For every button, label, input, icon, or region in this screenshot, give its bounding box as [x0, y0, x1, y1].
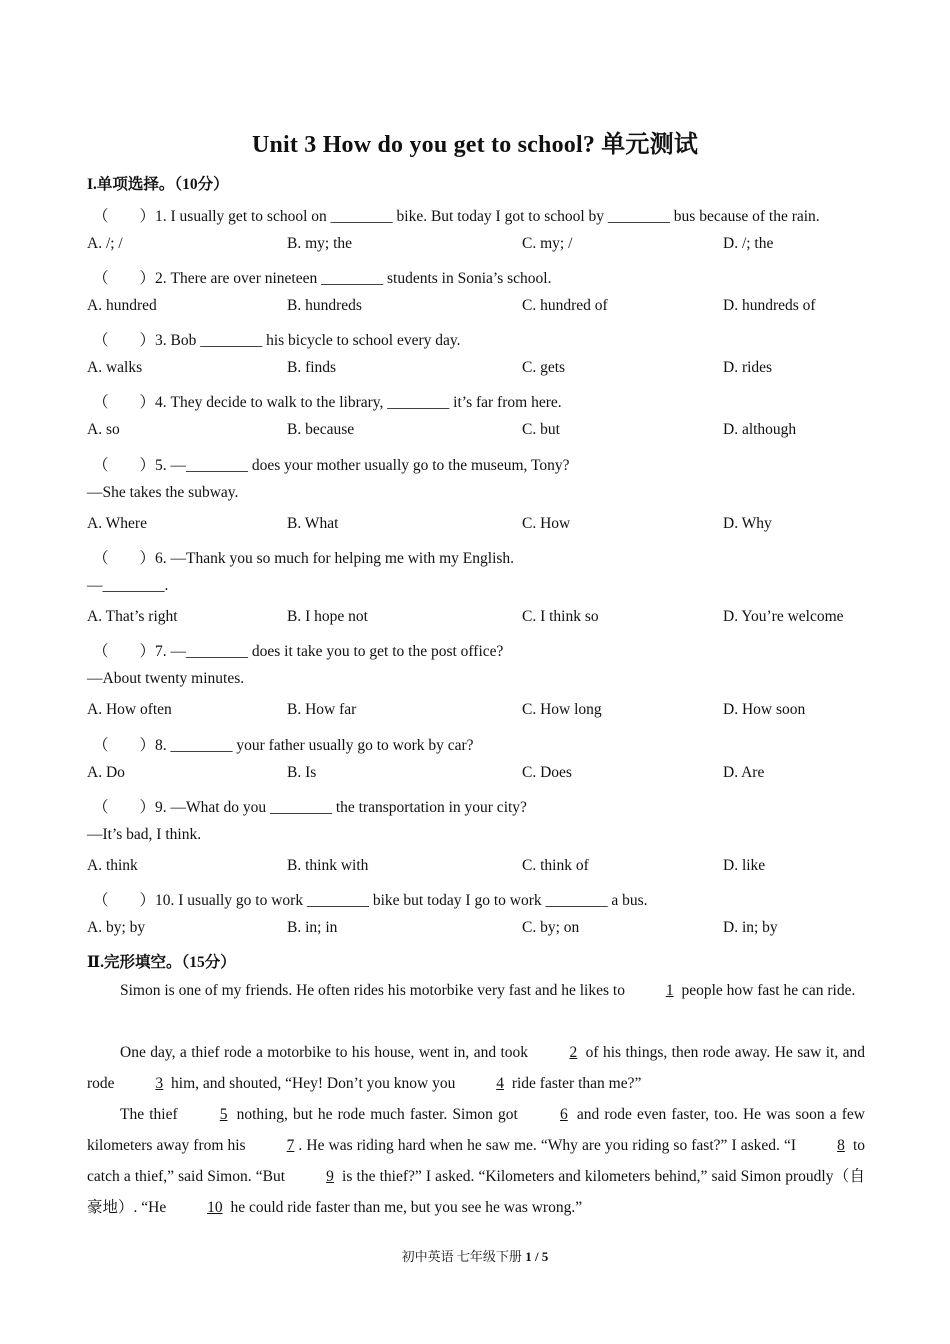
question-8-options	[87, 764, 877, 788]
cloze-paragraph-3	[87, 1099, 865, 1223]
question-2-stem: （ ）2. There are over nineteen ________ students in Sonia’s school.	[93, 270, 552, 287]
option-c: C. Does	[522, 764, 572, 781]
cloze-text: of his things, then rode away. He saw it, and rode	[87, 1044, 865, 1092]
option-d: D. like	[723, 857, 766, 874]
option-d: D. in; by	[723, 919, 778, 936]
option-c: C. gets	[522, 359, 566, 376]
footer-course: 初中英语 七年级下册	[401, 1249, 526, 1264]
option-b: B. because	[287, 421, 355, 438]
cloze-text: him, and shouted, “Hey! Don’t you know you	[167, 1075, 460, 1092]
cloze-blank-10: 10	[207, 1199, 223, 1216]
option-b: B. my; the	[287, 235, 353, 252]
question-4-stem: （ ）4. They decide to walk to the library, ________ it’s far from here.	[93, 394, 562, 411]
question-1-options	[87, 235, 877, 259]
option-c: C. but	[522, 421, 560, 438]
question-7-answer-line: —About twenty minutes.	[87, 670, 245, 687]
option-a: A. walks	[87, 359, 143, 376]
cloze-text: The thief	[120, 1106, 183, 1123]
page-number: 1 / 5	[525, 1249, 549, 1264]
option-d: D. How soon	[723, 701, 806, 718]
option-d: D. hundreds of	[723, 297, 816, 314]
question-3-options	[87, 359, 877, 383]
option-d: D. /; the	[723, 235, 774, 252]
cloze-blank-8: 8	[837, 1137, 845, 1154]
option-a: A. think	[87, 857, 138, 874]
option-c: C. How	[522, 515, 571, 532]
option-b: B. think with	[287, 857, 369, 874]
question-8-stem: （ ）8. ________ your father usually go to work by car?	[93, 737, 474, 754]
question-6-options	[87, 608, 877, 632]
option-a: A. by; by	[87, 919, 146, 936]
cloze-text: Simon is one of my friends. He often rides his motorbike very fast and he likes to	[120, 982, 629, 999]
question-3-stem: （ ）3. Bob ________ his bicycle to school every day.	[93, 332, 461, 349]
cloze-blank-9: 9	[326, 1168, 334, 1185]
question-10-options	[87, 919, 877, 943]
cloze-text: One day, a thief rode a motorbike to his house, went in, and took	[120, 1044, 533, 1061]
option-a: A. hundred	[87, 297, 157, 314]
question-6-stem: （ ）6. —Thank you so much for helping me with my English.	[93, 550, 515, 567]
option-c: C. my; /	[522, 235, 573, 252]
question-9-answer-line: —It’s bad, I think.	[87, 826, 202, 843]
cloze-blank-6: 6	[559, 1106, 568, 1123]
section-2-heading: Ⅱ.完形填空。（15分）	[87, 954, 236, 971]
page-title: Unit 3 How do you get to school? 单元测试	[251, 132, 699, 158]
cloze-blank-7: 7	[286, 1137, 295, 1154]
option-c: C. I think so	[522, 608, 599, 625]
option-b: B. in; in	[287, 919, 338, 936]
option-d: D. although	[723, 421, 797, 438]
option-d: D. Are	[723, 764, 765, 781]
option-a: A. /; /	[87, 235, 123, 252]
option-d: D. rides	[723, 359, 773, 376]
question-9-stem: （ ）9. —What do you ________ the transportation in your city?	[93, 799, 527, 816]
cloze-blank-4: 4	[496, 1075, 504, 1092]
option-c: C. think of	[522, 857, 589, 874]
option-a: A. Do	[87, 764, 125, 781]
cloze-blank-1: 1	[665, 982, 674, 999]
option-c: C. by; on	[522, 919, 580, 936]
option-c: C. hundred of	[522, 297, 608, 314]
option-b: B. What	[287, 515, 339, 532]
option-b: B. Is	[287, 764, 317, 781]
cloze-blank-5: 5	[219, 1106, 228, 1123]
option-d: D. You’re welcome	[723, 608, 844, 625]
question-7-stem: （ ）7. —________ does it take you to get to the post office?	[93, 643, 504, 660]
question-1-stem: （ ）1. I usually get to school on ________ bike. But today I got to school by ________ bus because of the rain.	[93, 208, 820, 225]
question-2-options	[87, 297, 877, 321]
question-4-options	[87, 421, 877, 445]
cloze-paragraph-1	[87, 975, 865, 1006]
option-a: A. That’s right	[87, 608, 178, 625]
option-a: A. Where	[87, 515, 147, 532]
question-9-options	[87, 857, 877, 881]
option-b: B. How far	[287, 701, 357, 718]
option-b: B. I hope not	[287, 608, 368, 625]
cloze-text: he could ride faster than me, but you see he was wrong.”	[226, 1199, 583, 1216]
cloze-text: nothing, but he rode much faster. Simon got	[231, 1106, 523, 1123]
option-a: A. so	[87, 421, 120, 438]
cloze-text: people how fast he can ride.	[677, 982, 856, 999]
page-footer	[0, 1246, 950, 1265]
cloze-text: is the thief?” I asked. “Kilometers and kilometers behind,” said Simon proudly（自豪地）. “He	[87, 1168, 865, 1216]
option-d: D. Why	[723, 515, 772, 532]
question-10-stem: （ ）10. I usually go to work ________ bike but today I go to work ________ a bus.	[93, 892, 648, 909]
cloze-blank-3: 3	[155, 1075, 164, 1092]
cloze-text: ride faster than me?”	[507, 1075, 642, 1092]
question-6-answer-line: —________.	[87, 577, 169, 594]
cloze-blank-2: 2	[569, 1044, 578, 1061]
option-c: C. How long	[522, 701, 602, 718]
question-7-options	[87, 701, 877, 725]
option-b: B. finds	[287, 359, 337, 376]
question-5-answer-line: —She takes the subway.	[87, 484, 239, 501]
cloze-text: . He was riding hard when he saw me. “Why are you riding so fast?” I asked. “I	[298, 1137, 801, 1154]
section-1-heading: I.单项选择。（10分）	[87, 176, 229, 193]
question-5-stem: （ ）5. —________ does your mother usually go to the museum, Tony?	[93, 457, 570, 474]
option-b: B. hundreds	[287, 297, 362, 314]
question-5-options	[87, 515, 877, 539]
cloze-text: and rode even faster, too. He was soon a few kilometers away from his	[87, 1106, 865, 1154]
cloze-text: to catch a thief,” said Simon. “But	[87, 1137, 865, 1185]
cloze-paragraph-2	[87, 1037, 865, 1099]
option-a: A. How often	[87, 701, 172, 718]
